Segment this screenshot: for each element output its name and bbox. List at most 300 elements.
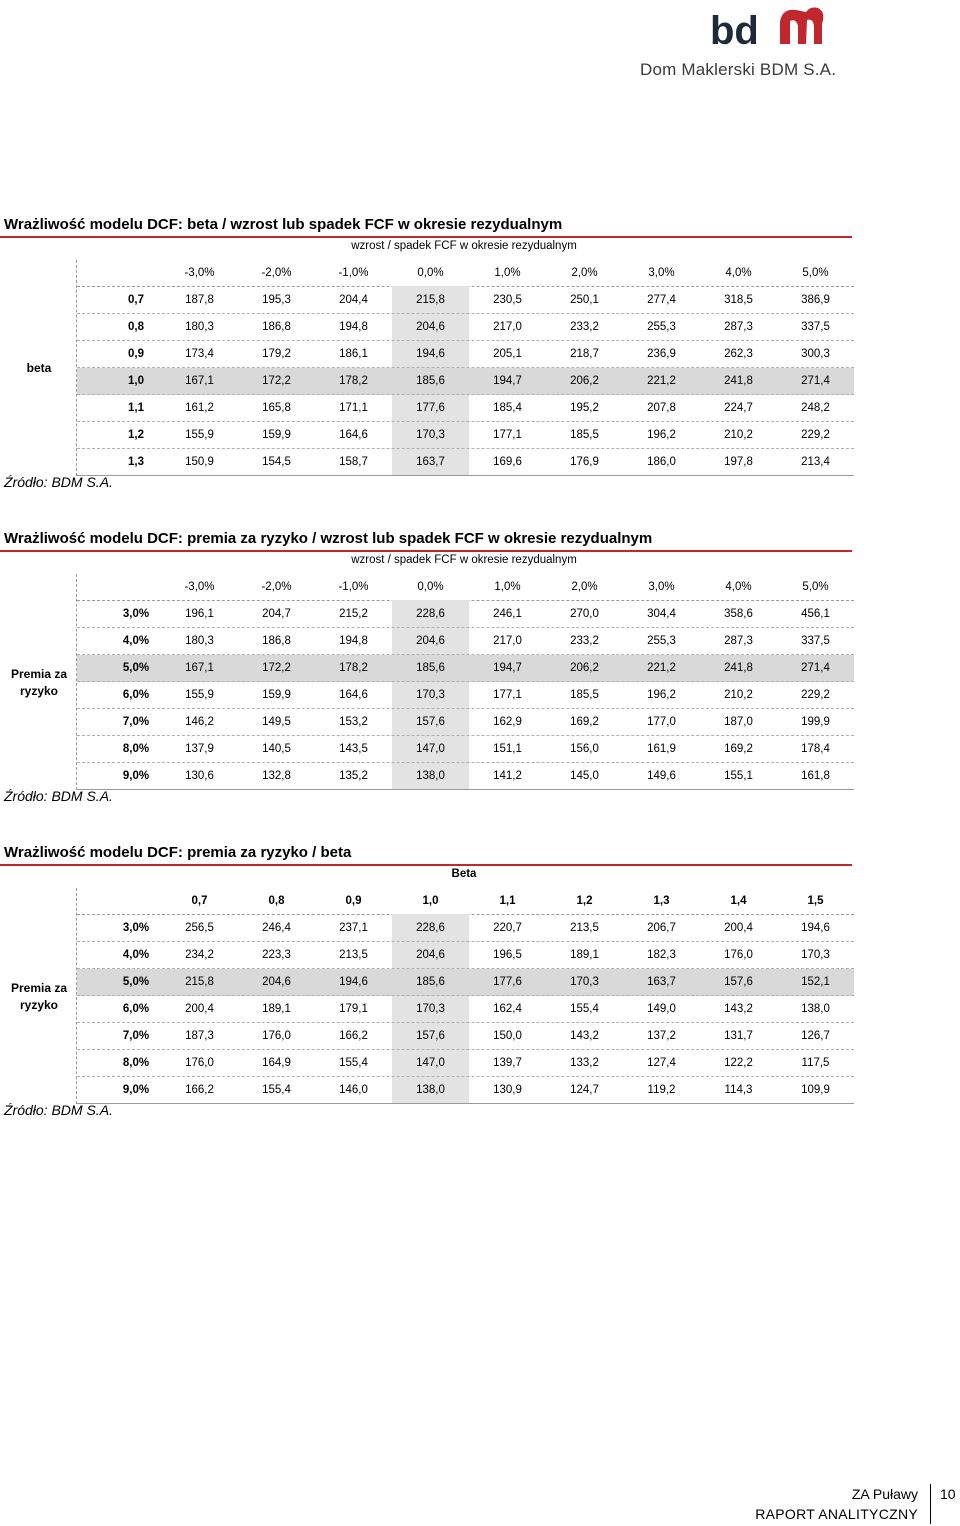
corner-cell: [77, 888, 161, 914]
table-cell: 194,8: [339, 635, 368, 647]
table-cell: 197,8: [724, 456, 753, 468]
row-header-text: 7,0%: [122, 716, 150, 728]
table-cell: 186,8: [262, 635, 291, 647]
table-cell: 287,3: [724, 321, 753, 333]
table-cell: 162,9: [493, 716, 522, 728]
table-cell: 150,0: [493, 1030, 522, 1042]
table-cell: 187,3: [185, 1030, 214, 1042]
table-cell: 169,2: [570, 716, 599, 728]
table-cell: 456,1: [801, 608, 830, 620]
table-cell: 164,6: [339, 429, 368, 441]
table-cell: 157,6: [416, 716, 445, 728]
column-header: 0,7: [191, 895, 208, 907]
table-cell: 221,2: [647, 662, 676, 674]
row-header-text: 9,0%: [122, 770, 150, 782]
table-row: [77, 942, 854, 969]
table-cell: 230,5: [493, 294, 522, 306]
table-cell: 207,8: [647, 402, 676, 414]
table-cell: 139,7: [493, 1057, 522, 1069]
table-cell: 119,2: [647, 1084, 676, 1096]
column-header: -2,0%: [261, 581, 292, 593]
table-cell: 194,6: [416, 348, 445, 360]
table-cell: 138,0: [801, 1003, 830, 1015]
column-header: -3,0%: [184, 267, 215, 279]
table-cell: 218,7: [570, 348, 599, 360]
table-cell: 176,0: [262, 1030, 291, 1042]
table-cell: 176,9: [570, 456, 599, 468]
table-cell: 162,4: [493, 1003, 522, 1015]
table-cell: 146,0: [339, 1084, 368, 1096]
table-cell: 206,7: [647, 922, 676, 934]
table-row: [77, 915, 854, 942]
table-cell: 143,2: [724, 1003, 753, 1015]
table-cell: 206,2: [570, 662, 599, 674]
table-cell: 177,1: [493, 689, 522, 701]
table-cell: 221,2: [647, 375, 676, 387]
table-cell: 161,2: [185, 402, 214, 414]
row-header: [77, 601, 161, 627]
row-header: [77, 287, 161, 313]
table-cell: 220,7: [493, 922, 522, 934]
row-header-text: 5,0%: [122, 976, 150, 988]
table-cell: 153,2: [339, 716, 368, 728]
table-cell: 171,1: [339, 402, 368, 414]
row-header: [77, 341, 161, 367]
table-cell: 213,4: [801, 456, 830, 468]
table-row: [77, 996, 854, 1023]
table-cell: 224,7: [724, 402, 753, 414]
table-cell: 109,9: [801, 1084, 830, 1096]
table-row: [77, 422, 854, 449]
sensitivity-table-2: [0, 530, 860, 810]
source-note: Źródło: BDM S.A.: [4, 1102, 113, 1118]
column-header: 0,9: [345, 895, 362, 907]
table-cell: 229,2: [801, 689, 830, 701]
table-cell: 246,1: [493, 608, 522, 620]
table-cell: 358,6: [724, 608, 753, 620]
row-header-text: 4,0%: [122, 635, 150, 647]
table-cell: 213,5: [339, 949, 368, 961]
column-header: 1,0: [422, 895, 439, 907]
table-cell: 185,6: [416, 375, 445, 387]
table-cell: 199,9: [801, 716, 830, 728]
column-header: 0,0%: [417, 581, 444, 593]
table-cell: 169,2: [724, 743, 753, 755]
table-cell: 179,2: [262, 348, 291, 360]
table-cell: 170,3: [570, 976, 599, 988]
table-cell: 185,6: [416, 662, 445, 674]
table-cell: 196,5: [493, 949, 522, 961]
corner-cell: [77, 574, 161, 600]
table-cell: 215,2: [339, 608, 368, 620]
table-cell: 141,2: [493, 770, 522, 782]
table-cell: 137,9: [185, 743, 214, 755]
table-row: [77, 1023, 854, 1050]
table-cell: 206,2: [570, 375, 599, 387]
table-cell: 151,1: [493, 743, 522, 755]
row-header: [77, 314, 161, 340]
table-cell: 180,3: [185, 321, 214, 333]
table-cell: 137,2: [647, 1030, 676, 1042]
table-cell: 186,1: [339, 348, 368, 360]
table-cell: 127,4: [647, 1057, 676, 1069]
column-header: 1,1: [499, 895, 516, 907]
table-cell: 204,6: [262, 976, 291, 988]
table-cell: 164,9: [262, 1057, 291, 1069]
table-cell: 152,1: [801, 976, 830, 988]
table-cell: 149,0: [647, 1003, 676, 1015]
table-row: [77, 368, 854, 395]
source-note: Źródło: BDM S.A.: [4, 788, 113, 804]
table-cell: 228,6: [416, 608, 445, 620]
column-header: 1,4: [730, 895, 747, 907]
data-grid: [76, 260, 854, 476]
row-header: [77, 763, 161, 789]
table-cell: 337,5: [801, 635, 830, 647]
table-cell: 194,8: [339, 321, 368, 333]
table-row: [77, 969, 854, 996]
column-header: 2,0%: [571, 581, 598, 593]
footer-report-type: RAPORT ANALITYCZNY: [755, 1506, 918, 1522]
table-row: [77, 395, 854, 422]
table-cell: 215,8: [416, 294, 445, 306]
column-header: 0,8: [268, 895, 285, 907]
table-row: [77, 1050, 854, 1077]
row-header-text: 5,0%: [122, 662, 150, 674]
table-cell: 163,7: [416, 456, 445, 468]
table-cell: 217,0: [493, 321, 522, 333]
source-note: Źródło: BDM S.A.: [4, 474, 113, 490]
table-row: [77, 449, 854, 476]
table-cell: 155,9: [185, 689, 214, 701]
sensitivity-table-1: [0, 216, 860, 496]
table-cell: 262,3: [724, 348, 753, 360]
table-cell: 165,8: [262, 402, 291, 414]
row-header-text: 8,0%: [122, 743, 150, 755]
table-cell: 189,1: [262, 1003, 291, 1015]
table-cell: 170,3: [801, 949, 830, 961]
row-header: [77, 422, 161, 448]
table-cell: 204,7: [262, 608, 291, 620]
table-cell: 205,1: [493, 348, 522, 360]
table-cell: 270,0: [570, 608, 599, 620]
row-header: [77, 996, 161, 1022]
data-grid: [76, 888, 854, 1104]
table-cell: 157,6: [724, 976, 753, 988]
table-cell: 146,2: [185, 716, 214, 728]
table-row: [77, 601, 854, 628]
row-header-text: 0,8: [128, 321, 144, 333]
table-cell: 167,1: [185, 662, 214, 674]
table-cell: 187,8: [185, 294, 214, 306]
table-cell: 241,8: [724, 662, 753, 674]
table-cell: 233,2: [570, 321, 599, 333]
row-header: [77, 969, 161, 995]
table-title: Wrażliwość modelu DCF: premia za ryzyko / beta: [4, 844, 352, 861]
table-cell: 204,6: [416, 949, 445, 961]
column-group-header: wzrost / spadek FCF w okresie rezydualnym: [351, 240, 577, 252]
table-cell: 234,2: [185, 949, 214, 961]
table-cell: 132,8: [262, 770, 291, 782]
table-row: [77, 628, 854, 655]
row-header-text: 1,2: [128, 429, 144, 441]
page-number: 10: [940, 1486, 956, 1502]
table-cell: 158,7: [339, 456, 368, 468]
row-header-text: 4,0%: [122, 949, 150, 961]
table-cell: 246,4: [262, 922, 291, 934]
table-cell: 155,4: [570, 1003, 599, 1015]
table-cell: 186,8: [262, 321, 291, 333]
row-group-label: Premia za ryzyko: [10, 981, 68, 1012]
table-row: [77, 287, 854, 314]
table-cell: 204,6: [416, 321, 445, 333]
row-header: [77, 368, 161, 394]
table-cell: 189,1: [570, 949, 599, 961]
column-header: 2,0%: [571, 267, 598, 279]
column-header: -1,0%: [338, 267, 369, 279]
column-header: 5,0%: [802, 267, 829, 279]
table-cell: 178,2: [339, 662, 368, 674]
table-cell: 131,7: [724, 1030, 753, 1042]
table-cell: 271,4: [801, 375, 830, 387]
row-header: [77, 395, 161, 421]
table-cell: 147,0: [416, 743, 445, 755]
row-header: [77, 1050, 161, 1076]
column-header: 4,0%: [725, 581, 752, 593]
table-cell: 143,5: [339, 743, 368, 755]
table-cell: 170,3: [416, 689, 445, 701]
table-cell: 194,7: [493, 662, 522, 674]
table-cell: 140,5: [262, 743, 291, 755]
table-cell: 179,1: [339, 1003, 368, 1015]
table-cell: 277,4: [647, 294, 676, 306]
table-cell: 241,8: [724, 375, 753, 387]
table-title: Wrażliwość modelu DCF: premia za ryzyko / wzrost lub spadek FCF w okresie rezydualnym: [4, 530, 653, 547]
table-cell: 166,2: [185, 1084, 214, 1096]
table-cell: 166,2: [339, 1030, 368, 1042]
table-cell: 163,7: [647, 976, 676, 988]
column-header-row: [77, 260, 854, 287]
table-cell: 223,3: [262, 949, 291, 961]
row-header: [77, 449, 161, 475]
table-cell: 204,6: [416, 635, 445, 647]
table-cell: 255,3: [647, 635, 676, 647]
table-cell: 155,4: [339, 1057, 368, 1069]
table-cell: 187,0: [724, 716, 753, 728]
table-cell: 177,1: [493, 429, 522, 441]
table-cell: 210,2: [724, 429, 753, 441]
sensitivity-table-3: [0, 844, 860, 1124]
table-cell: 122,2: [724, 1057, 753, 1069]
row-header: [77, 1023, 161, 1049]
table-cell: 147,0: [416, 1057, 445, 1069]
title-rule: [0, 550, 852, 552]
table-cell: 236,9: [647, 348, 676, 360]
logo-m-shape: [780, 8, 823, 45]
table-cell: 228,6: [416, 922, 445, 934]
table-title: Wrażliwość modelu DCF: beta / wzrost lub spadek FCF w okresie rezydualnym: [4, 216, 563, 233]
table-cell: 229,2: [801, 429, 830, 441]
row-header-text: 7,0%: [122, 1030, 150, 1042]
table-cell: 255,3: [647, 321, 676, 333]
company-name: Dom Maklerski BDM S.A.: [640, 60, 837, 79]
table-cell: 159,9: [262, 429, 291, 441]
logo-letters: bd: [710, 9, 759, 53]
table-cell: 196,1: [185, 608, 214, 620]
row-header-text: 3,0%: [122, 922, 150, 934]
row-header: [77, 682, 161, 708]
column-header: 1,2: [576, 895, 593, 907]
column-header: 1,0%: [494, 581, 521, 593]
footer-company: ZA Puławy: [851, 1486, 918, 1502]
table-cell: 196,2: [647, 689, 676, 701]
table-cell: 204,4: [339, 294, 368, 306]
row-header-text: 1,0: [128, 375, 144, 387]
table-cell: 256,5: [185, 922, 214, 934]
table-cell: 300,3: [801, 348, 830, 360]
row-header-text: 0,9: [128, 348, 144, 360]
table-cell: 135,2: [339, 770, 368, 782]
table-cell: 195,3: [262, 294, 291, 306]
table-row: [77, 682, 854, 709]
table-cell: 176,0: [185, 1057, 214, 1069]
table-cell: 177,6: [493, 976, 522, 988]
table-cell: 173,4: [185, 348, 214, 360]
table-cell: 161,8: [801, 770, 830, 782]
table-cell: 195,2: [570, 402, 599, 414]
table-row: [77, 341, 854, 368]
data-grid: [76, 574, 854, 790]
table-cell: 186,0: [647, 456, 676, 468]
table-cell: 178,4: [801, 743, 830, 755]
table-cell: 126,7: [801, 1030, 830, 1042]
table-cell: 200,4: [185, 1003, 214, 1015]
column-header: -1,0%: [338, 581, 369, 593]
table-row: [77, 1077, 854, 1104]
row-header: [77, 1077, 161, 1103]
table-cell: 149,6: [647, 770, 676, 782]
table-cell: 185,5: [570, 689, 599, 701]
row-header-text: 8,0%: [122, 1057, 150, 1069]
table-cell: 177,0: [647, 716, 676, 728]
table-cell: 155,9: [185, 429, 214, 441]
table-cell: 185,6: [416, 976, 445, 988]
table-cell: 386,9: [801, 294, 830, 306]
row-header: [77, 655, 161, 681]
row-header-text: 1,1: [128, 402, 144, 414]
table-cell: 130,9: [493, 1084, 522, 1096]
table-cell: 170,3: [416, 429, 445, 441]
column-header: 4,0%: [725, 267, 752, 279]
row-header-text: 9,0%: [122, 1084, 150, 1096]
table-cell: 155,1: [724, 770, 753, 782]
row-header-text: 0,7: [128, 294, 144, 306]
table-cell: 177,6: [416, 402, 445, 414]
row-header: [77, 628, 161, 654]
table-cell: 337,5: [801, 321, 830, 333]
row-header: [77, 942, 161, 968]
table-cell: 196,2: [647, 429, 676, 441]
table-cell: 271,4: [801, 662, 830, 674]
table-cell: 287,3: [724, 635, 753, 647]
table-cell: 200,4: [724, 922, 753, 934]
table-cell: 210,2: [724, 689, 753, 701]
table-row: [77, 655, 854, 682]
column-header-row: [77, 574, 854, 601]
table-cell: 237,1: [339, 922, 368, 934]
row-group-label: beta: [26, 361, 52, 375]
table-cell: 159,9: [262, 689, 291, 701]
column-group-header: wzrost / spadek FCF w okresie rezydualnym: [351, 554, 577, 566]
table-cell: 194,7: [493, 375, 522, 387]
column-header: 5,0%: [802, 581, 829, 593]
table-cell: 145,0: [570, 770, 599, 782]
table-cell: 138,0: [416, 770, 445, 782]
table-cell: 304,4: [647, 608, 676, 620]
table-cell: 248,2: [801, 402, 830, 414]
row-header: [77, 915, 161, 941]
table-cell: 185,5: [570, 429, 599, 441]
row-header: [77, 736, 161, 762]
column-header: -2,0%: [261, 267, 292, 279]
table-cell: 164,6: [339, 689, 368, 701]
table-cell: 114,3: [724, 1084, 753, 1096]
footer-divider: [930, 1484, 931, 1524]
column-header: 3,0%: [648, 581, 675, 593]
row-header-text: 1,3: [128, 456, 144, 468]
table-row: [77, 314, 854, 341]
table-cell: 117,5: [801, 1057, 830, 1069]
column-header: 0,0%: [417, 267, 444, 279]
table-cell: 124,7: [570, 1084, 599, 1096]
column-header: -3,0%: [184, 581, 215, 593]
table-cell: 170,3: [416, 1003, 445, 1015]
table-cell: 185,4: [493, 402, 522, 414]
table-cell: 169,6: [493, 456, 522, 468]
column-header-row: [77, 888, 854, 915]
bdm-logo: [640, 4, 900, 84]
column-header: 3,0%: [648, 267, 675, 279]
table-cell: 215,8: [185, 976, 214, 988]
table-cell: 213,5: [570, 922, 599, 934]
table-cell: 318,5: [724, 294, 753, 306]
column-group-header: Beta: [451, 868, 477, 880]
row-header-text: 3,0%: [122, 608, 150, 620]
column-header: 1,3: [653, 895, 670, 907]
bdm-logo-mark: [710, 4, 840, 54]
table-cell: 167,1: [185, 375, 214, 387]
table-cell: 156,0: [570, 743, 599, 755]
row-group-label: Premia za ryzyko: [10, 667, 68, 698]
table-cell: 250,1: [570, 294, 599, 306]
table-cell: 149,5: [262, 716, 291, 728]
table-cell: 138,0: [416, 1084, 445, 1096]
column-header: 1,5: [807, 895, 824, 907]
title-rule: [0, 864, 852, 866]
table-cell: 180,3: [185, 635, 214, 647]
table-cell: 172,2: [262, 375, 291, 387]
table-cell: 150,9: [185, 456, 214, 468]
table-cell: 130,6: [185, 770, 214, 782]
table-row: [77, 709, 854, 736]
row-header-text: 6,0%: [122, 1003, 150, 1015]
table-cell: 157,6: [416, 1030, 445, 1042]
table-cell: 194,6: [801, 922, 830, 934]
table-row: [77, 763, 854, 790]
row-header-text: 6,0%: [122, 689, 150, 701]
table-cell: 154,5: [262, 456, 291, 468]
title-rule: [0, 236, 852, 238]
